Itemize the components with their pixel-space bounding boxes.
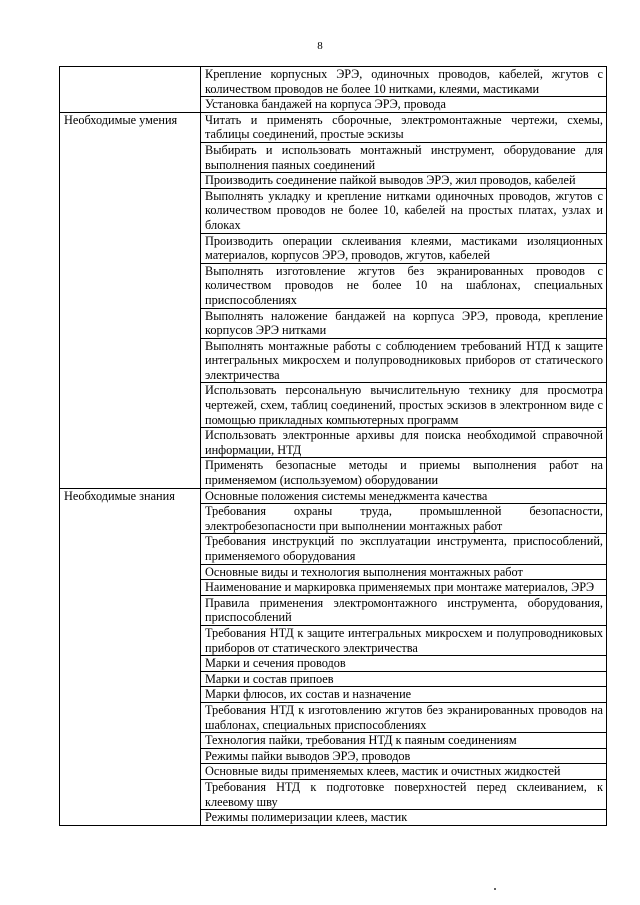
- row-text: Применять безопасные методы и приемы выполнения работ на применяемом (используемом) оборудовании: [201, 458, 607, 488]
- section-label-knowledge: Необходимые знания: [60, 488, 201, 825]
- row-text: Использовать электронные архивы для поиска необходимой справочной информации, НТД: [201, 428, 607, 458]
- table-row: [60, 112, 607, 142]
- row-text: Основные виды и технология выполнения монтажных работ: [201, 564, 607, 580]
- row-text: Требования НТД к изготовлению жгутов без экранированных проводов на шаблонах, специальных приспособлениях: [201, 702, 607, 732]
- row-text: Правила применения электромонтажного инструмента, оборудования, приспособлений: [201, 595, 607, 625]
- row-text: Марки флюсов, их состав и назначение: [201, 687, 607, 703]
- row-text: Основные виды применяемых клеев, мастик и очистных жидкостей: [201, 764, 607, 780]
- row-text: Требования НТД к защите интегральных микросхем и полупроводниковых приборов от статического электричества: [201, 625, 607, 655]
- scan-speck: [494, 888, 496, 890]
- section-label-skills: Необходимые умения: [60, 112, 201, 488]
- row-text: Требования охраны труда, промышленной безопасности, электробезопасности при выполнении монтажных работ: [201, 504, 607, 534]
- competency-table-body: [60, 67, 607, 826]
- row-text: Крепление корпусных ЭРЭ, одиночных проводов, кабелей, жгутов с количеством проводов не более 10 нитками, клеями, мастиками: [201, 67, 607, 97]
- row-text: Требования НТД к подготовке поверхностей перед склеиванием, к клеевому шву: [201, 779, 607, 809]
- row-text: Выполнять монтажные работы с соблюдением требований НТД к защите интегральных микросхем и полупроводниковых приборов от статического электричества: [201, 338, 607, 383]
- row-text: Выбирать и использовать монтажный инструмент, оборудование для выполнения паяных соединений: [201, 142, 607, 172]
- row-text: Технология пайки, требования НТД к паяным соединениям: [201, 733, 607, 749]
- row-text: Наименование и маркировка применяемых при монтаже материалов, ЭРЭ: [201, 580, 607, 596]
- row-label: [60, 67, 201, 113]
- row-text: Выполнять укладку и крепление нитками одиночных проводов, жгутов с количеством проводов не более 10, кабелей на простых платах, узлах и блоках: [201, 188, 607, 233]
- row-text: Производить операции склеивания клеями, мастиками изоляционных материалов, корпусов ЭРЭ, проводов, жгутов, кабелей: [201, 233, 607, 263]
- row-text: Читать и применять сборочные, электромонтажные чертежи, схемы, таблицы соединений, простые эскизы: [201, 112, 607, 142]
- row-text: Производить соединение пайкой выводов ЭРЭ, жил проводов, кабелей: [201, 173, 607, 189]
- row-text: Основные положения системы менеджмента качества: [201, 488, 607, 504]
- row-text: Выполнять наложение бандажей на корпуса ЭРЭ, провода, крепление корпусов ЭРЭ нитками: [201, 308, 607, 338]
- row-text: Использовать персональную вычислительную технику для просмотра чертежей, схем, таблиц соединений, простых эскизов в электронном виде с помощью прикладных компьютерных программ: [201, 383, 607, 428]
- row-text: Требования инструкций по эксплуатации инструмента, приспособлений, применяемого оборудования: [201, 534, 607, 564]
- row-text: Выполнять изготовление жгутов без экранированных проводов с количеством проводов не более 10 на шаблонах, специальных приспособлениях: [201, 263, 607, 308]
- row-text: Установка бандажей на корпуса ЭРЭ, провода: [201, 97, 607, 113]
- row-text: Режимы пайки выводов ЭРЭ, проводов: [201, 748, 607, 764]
- row-text: Марки и сечения проводов: [201, 656, 607, 672]
- page-number: 8: [317, 40, 323, 52]
- competency-table: [59, 66, 607, 826]
- row-text: Марки и состав припоев: [201, 671, 607, 687]
- table-row: [60, 67, 607, 97]
- table-row: [60, 488, 607, 504]
- row-text: Режимы полимеризации клеев, мастик: [201, 810, 607, 826]
